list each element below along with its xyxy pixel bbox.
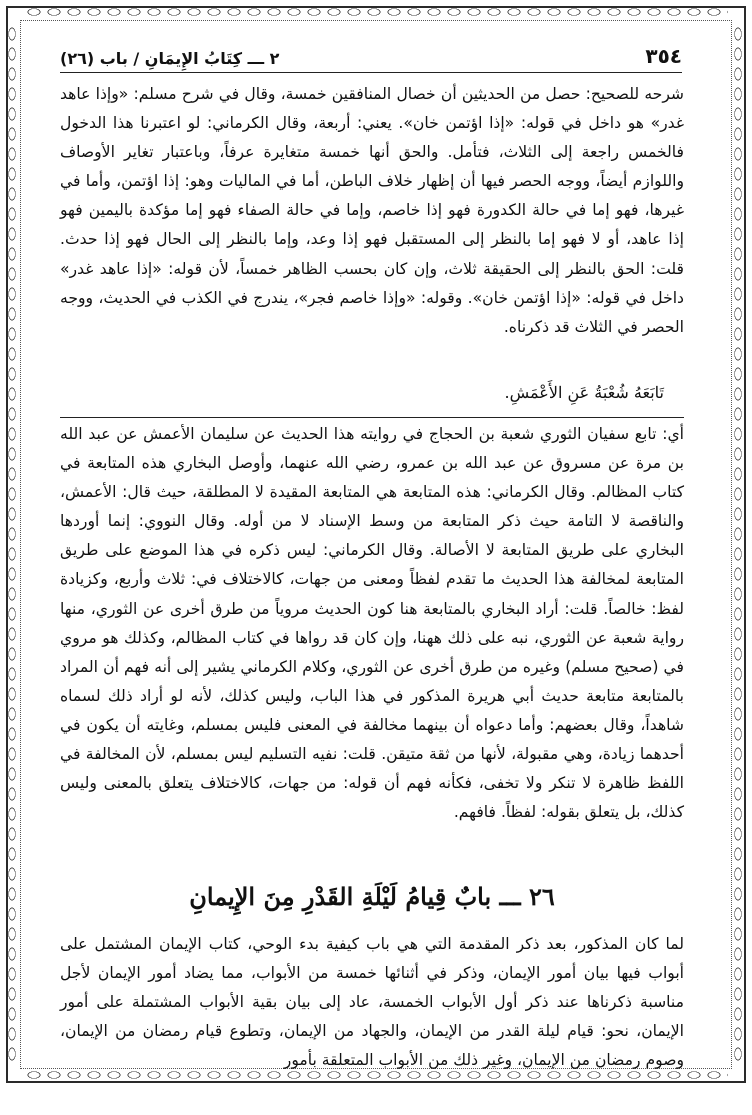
chapter-title: ٢٦ ـــ بابٌ قِيامُ لَيْلَةِ القَدْرِ مِنَ الإِيمانِ [189,882,555,911]
page-number: ٣٥٤ [645,44,682,68]
commentary-paragraph-3: لما كان المذكور، بعد ذكر المقدمة التي هي باب كيفية بدء الوحي، كتاب الإيمان المشتمل على أبواب فيها بيان أمور الإيمان، وذكر في أثنائها خمسة من الأبواب، مما يضاد أمور الإيمان لأجل مناسبة ذكرناها عند ذكر أول الأبواب الخمسة، عاد إلى بيان بقية الأبواب المشتملة على أمور الإيمان، نحو: قيام ليلة القدر من الإيمان، والجهاد من الإيمان، وتطوع قيام رمضان من الإيمان، وصوم رمضان من الإيمان، وغير ذلك من الأبواب المتعلقة بأمور [60,935,684,1070]
running-title: ٢ ـــ كِتَابُ الإِيمَانِ / باب (٢٦) [60,49,280,68]
commentary-paragraph-1: شرحه للصحيح: حصل من الحديثين أن خصال المنافقين خمسة، وقال في شرح مسلم: «وإذا عاهد غدر» هو داخل في قوله: «إذا اؤتمن خان». يعني: أربعة، وقال الكرماني: لو اعتبرنا هذا الدخول فالخمس راجعة إلى الثلاث، فتأمل. والحق أنها خمسة متغايرة عرفاً، وباعتبار تغاير الأوصاف واللوازم أيضاً، ووجه الحصر فيها أن إظهار خلاف الباطن، أما في الماليات وهو: إذا اؤتمن، وأما في غيرها، فهو إما في حالة الكدورة فهو إذا خاصم، وإما في حالة الصفاء فهو إما مؤكدة باليمين فهو إذا عاهد، أو لا فهو إما بالنظر إلى المستقبل فهو إذا وعد، وإما بالنظر إلى الحال فهو إذا حدث. قلت: الحق بالنظر إلى الحقيقة ثلاث، وإن كان بحسب الظاهر خمساً، لأن قوله: «إذا عاهد غدر» داخل في قوله: «إذا اؤتمن خان». وقوله: «وإذا خاصم فجر»، يندرج في الكذب في الحديث، ووجه الحصر في الثلاث قد ذكرناه. [60,85,684,336]
ornament-border-top [24,7,728,19]
hadith-text: تَابَعَهُ شُعْبَةُ عَنِ الأَعْمَشِ. [504,383,664,402]
ornament-border-left [7,24,19,1065]
page-header [60,38,682,73]
section-divider [60,417,684,418]
page-content [60,80,684,1070]
commentary-paragraph-2: أي: تابع سفيان الثوري شعبة بن الحجاج في روايته هذا الحديث عن سليمان الأعمش عن عبد الله بن مرة عن مسروق عن عبد الله بن عمرو، رضي الله عنهما، وأوصل البخاري هذه المتابعة في كتاب المظالم. وقال الكرماني: هذه المتابعة هي المتابعة المقيدة لا المطلقة، حيث قال: الأعمش، والناقصة لا التامة حيث ذكر المتابعة من وسط الإسناد لا من أوله. وقال النووي: إنما أوردها البخاري على طريق المتابعة لا الأصالة. وقال الكرماني: ليس ذكره في هذا الموضع على طريق المتابعة لمخالفة هذا الحديث ما تقدم لفظاً ومعنى من جهات، كالاختلاف في: ثلاث وأربع، وكزيادة لفظ: خالصاً. قلت: أراد البخاري بالمتابعة هنا كون الحديث مروياً من طرق أخرى عن الثوري، منها رواية شعبة عن الثوري، نبه على ذلك ههنا، وإن كان قد رواها في كتاب المظالم، وكذلك هو مروي في (صحيح مسلم) وغيره من طرق أخرى عن الثوري، وكلام الكرماني يشير إلى أنه فهم أن المراد بالمتابعة متابعة حديث أبي هريرة المذكور في هذا الباب، وليس كذلك، لأنه لو أراد ذلك لسماه شاهداً، وقال بعضهم: وأما دعواه أن بينهما مخالفة في المعنى فليس بمسلم، وغايته أن يكون في أحدهما زيادة، وهي مقبولة، لأنها من ثقة متيقن. قلت: نفيه التسليم ليس بمسلم، لأن المخالفة في اللفظ ظاهرة لا تنكر ولا تخفى، فكأنه فهم أن قوله: من جهات، كالاختلاف يتعلق بالمعنى وليس كذلك، بل يتعلق بقوله: لفظاً. فافهم. [60,425,684,822]
ornament-border-right [733,24,745,1065]
